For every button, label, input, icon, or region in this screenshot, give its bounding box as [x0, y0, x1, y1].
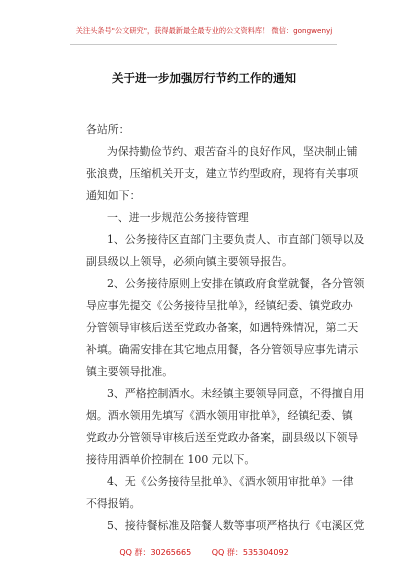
text-line: 5、接待餐标准及陪餐人数等事项严格执行《屯溪区党 [107, 519, 365, 532]
footer-qq-group-1: QQ 群：30265665 [119, 548, 192, 557]
text-line: 为保持勤俭节约、艰苦奋斗的良好作风，坚决制止铺 [107, 145, 358, 158]
text-line: 补填。确需安排在其它地点用餐，各分管领导应事先请示 [86, 343, 359, 356]
intro-paragraph [86, 141, 359, 207]
item2-paragraph [86, 273, 365, 383]
footer-qq-group-2: QQ 群：535304092 [211, 548, 289, 557]
text-line: 不得报销。 [86, 497, 141, 510]
text-line: 分管领导审核后送至党政办备案，如遇特殊情况，第二天 [86, 321, 359, 334]
section1-heading [86, 207, 326, 229]
text-line: 通知如下： [86, 189, 141, 202]
item4-paragraph [86, 471, 354, 515]
text-line: 张浪费，压缩机关开支，建立节约型政府，现将有关事项 [86, 167, 359, 180]
text-line: 3、严格控制酒水。未经镇主要领导同意，不得擅自用 [107, 387, 365, 400]
item1-paragraph [86, 229, 365, 273]
text-line: 副县级以上领导，必须向镇主要领导报告。 [86, 255, 293, 268]
item5-paragraph [86, 515, 365, 537]
header-notice: 关注头条号"公文研究"，获得最新最全最专业的公文资料库！ 微信：gongwenyj [75, 26, 333, 35]
text-line: 接待用酒单价控制在 100 元以下。 [86, 453, 256, 466]
text-line: 镇主要领导批准。 [86, 365, 174, 378]
document-title: 关于进一步加强厉行节约工作的通知 [112, 71, 296, 85]
salutation-line: 各站所： [86, 123, 130, 136]
section-heading-line: 一、进一步规范公务接待管理 [107, 211, 249, 224]
text-line: 烟。酒水领用先填写《酒水领用审批单》，经镇纪委、镇 [86, 409, 353, 422]
text-line: 2、公务接待原则上安排在镇政府食堂就餐，各分管领 [107, 277, 365, 290]
text-line: 1、公务接待区直部门主要负责人、市直部门领导以及 [107, 233, 365, 246]
text-line: 4、无《公务接待呈批单》、《酒水领用审批单》一律 [107, 475, 354, 488]
item3-paragraph [86, 383, 365, 471]
text-line: 党政办分管领导审核后送至党政办备案，副县级以下领导 [86, 431, 359, 444]
header-divider [70, 44, 337, 45]
text-line: 导应事先提交《公务接待呈批单》，经镇纪委、镇党政办 [86, 299, 353, 312]
salutation [86, 119, 326, 141]
footer-contact [0, 547, 408, 558]
